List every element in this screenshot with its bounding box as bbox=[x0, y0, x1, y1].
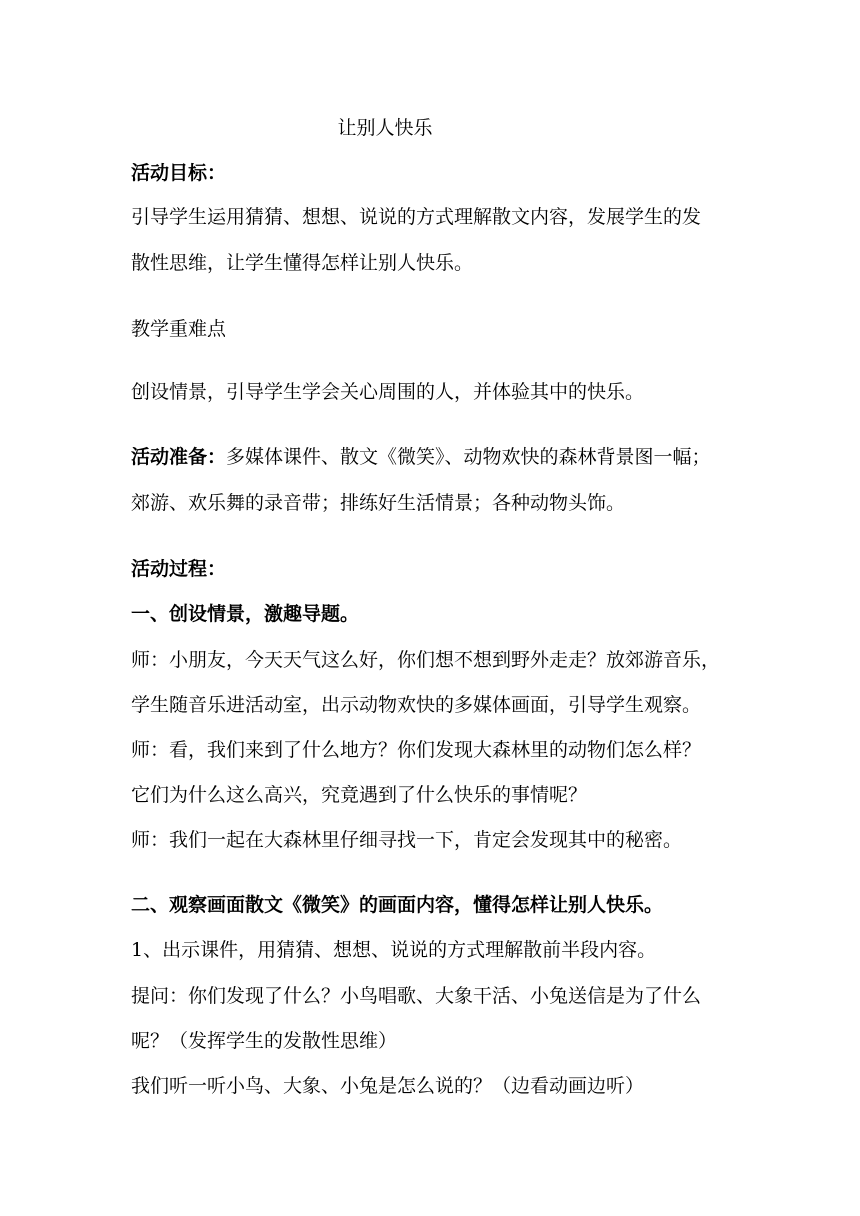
goal-heading: 活动目标： bbox=[131, 162, 227, 184]
section-paragraph-line: 师：我们一起在大森林里仔细寻找一下，肯定会发现其中的秘密。 bbox=[131, 829, 683, 851]
prep-text: 多媒体课件、散文《微笑》、动物欢快的森林背景图一幅； bbox=[226, 446, 711, 468]
section-paragraph-line: 1、出示课件，用猜猜、想想、说说的方式理解散前半段内容。 bbox=[131, 939, 657, 961]
section-heading: 一、创设情景，激趣导题。 bbox=[131, 603, 360, 625]
key-points-text: 创设情景，引导学生学会关心周围的人，并体验其中的快乐。 bbox=[131, 381, 645, 403]
key-points-heading: 教学重难点 bbox=[131, 318, 227, 340]
section-paragraph-line: 我们听一听小鸟、大象、小兔是怎么说的？（边看动画边听） bbox=[131, 1075, 645, 1097]
goal-paragraph-line: 引导学生运用猜猜、想想、说说的方式理解散文内容，发展学生的发 bbox=[131, 206, 702, 228]
section-paragraph-line: 学生随音乐进活动室，出示动物欢快的多媒体画面，引导学生观察。 bbox=[131, 694, 702, 716]
section-paragraph-line: 师：看，我们来到了什么地方？你们发现大森林里的动物们怎么样？ bbox=[131, 739, 702, 761]
section-heading: 二、观察画面散文《微笑》的画面内容，懂得怎样让别人快乐。 bbox=[131, 894, 664, 916]
section-paragraph-line: 师：小朋友，今天天气这么好，你们想不想到野外走走？放郊游音乐， bbox=[131, 649, 721, 671]
prep-paragraph-line: 郊游、欢乐舞的录音带；排练好生活情景；各种动物头饰。 bbox=[131, 492, 626, 514]
prep-label: 活动准备： bbox=[131, 446, 227, 468]
goal-paragraph-line: 散性思维，让学生懂得怎样让别人快乐。 bbox=[131, 252, 474, 274]
process-heading: 活动过程： bbox=[131, 558, 227, 580]
section-paragraph-line: 呢？（发挥学生的发散性思维） bbox=[131, 1030, 398, 1052]
page-title: 让别人快乐 bbox=[337, 117, 433, 139]
prep-paragraph-line bbox=[131, 444, 741, 470]
section-paragraph-line: 它们为什么这么高兴，究竟遇到了什么快乐的事情呢？ bbox=[131, 784, 588, 806]
section-paragraph-line: 提问：你们发现了什么？小鸟唱歌、大象干活、小兔送信是为了什么 bbox=[131, 985, 702, 1007]
